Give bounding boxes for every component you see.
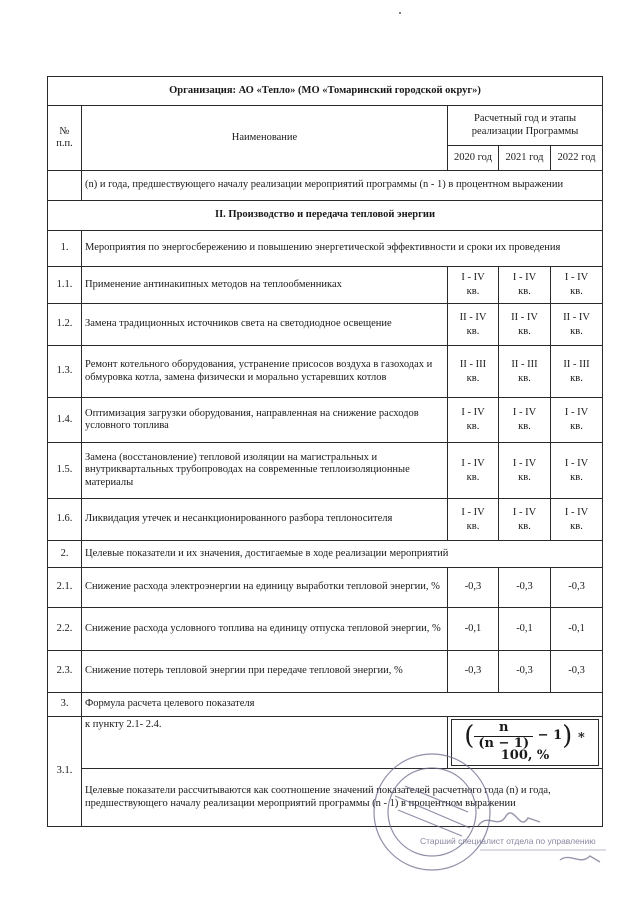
measure-quarter-2022	[551, 443, 603, 499]
indicator-name: Снижение расхода электроэнергии на единицу выработки тепловой энергии, %	[82, 568, 448, 608]
quarter-range: I - IV	[512, 407, 537, 418]
quarter-range: II - III	[511, 358, 538, 370]
col-years-group-header: Расчетный год и этапы реализации Программы	[448, 106, 603, 146]
measure-quarter-2022	[551, 398, 603, 443]
quarter-range: I - IV	[512, 272, 537, 283]
measure-name: Ликвидация утечек и несанкционированного разбора теплоносителя	[82, 499, 448, 541]
measure-name: Ремонт котельного оборудования, устранение присосов воздуха в газоходах и обмуровка котла, замена физически и морально устаревших котлов	[82, 346, 448, 398]
measure-name: Оптимизация загрузки оборудования, направленная на снижение расходов условного топлива	[82, 398, 448, 443]
indicator-num: 2.3.	[48, 651, 82, 693]
group1-title: Мероприятия по энергосбережению и повышению энергетической эффективности и сроки их проведения	[82, 231, 603, 267]
year-header-2021: 2021 год	[499, 146, 551, 171]
measure-quarter-2021	[499, 346, 551, 398]
measure-row	[48, 398, 603, 443]
section-row	[48, 201, 603, 231]
year-header-2022: 2022 год	[551, 146, 603, 171]
formula-row	[48, 717, 603, 769]
quarter-range: I - IV	[564, 272, 589, 283]
quarter-unit: кв.	[518, 471, 531, 483]
quarter-unit: кв.	[570, 520, 583, 532]
quarter-range: II - IV	[563, 311, 590, 323]
quarter-range: I - IV	[461, 506, 485, 518]
formula-description-row	[48, 769, 603, 827]
indicator-num: 2.2.	[48, 608, 82, 651]
indicator-num: 2.1.	[48, 568, 82, 608]
group2-row	[48, 541, 603, 568]
measure-quarter-2021	[499, 443, 551, 499]
measure-num: 1.5.	[48, 443, 82, 499]
header-row-1	[48, 106, 603, 146]
indicator-value-2021: -0,3	[499, 568, 551, 608]
quarter-unit: кв.	[518, 421, 531, 432]
quarter-unit: кв.	[570, 471, 583, 483]
measure-num: 1.6.	[48, 499, 82, 541]
quarter-range: II - III	[563, 358, 590, 370]
group1-row	[48, 231, 603, 267]
measure-num: 1.3.	[48, 346, 82, 398]
formula-denominator: (n − 1)	[474, 736, 533, 751]
measure-row	[48, 267, 603, 304]
group2-title: Целевые показатели и их значения, достигаемые в ходе реализации мероприятий	[82, 541, 603, 568]
formula-tail: ∗ 100, %	[500, 727, 586, 763]
stamp-text: Старший специалист отдела по управлению	[420, 836, 596, 846]
measure-quarter-2022	[551, 346, 603, 398]
measure-quarter-2022	[551, 499, 603, 541]
measure-row	[48, 499, 603, 541]
quarter-unit: кв.	[570, 421, 583, 432]
quarter-unit: кв.	[518, 325, 531, 337]
col-num-header: № п.п.	[48, 106, 82, 171]
measure-quarter-2022	[551, 267, 603, 304]
measure-quarter-2020	[448, 443, 499, 499]
quarter-unit: кв.	[466, 325, 480, 337]
measure-quarter-2021	[499, 267, 551, 304]
indicator-row	[48, 651, 603, 693]
indicator-value-2020: -0,3	[448, 568, 499, 608]
formula-description: Целевые показатели рассчитываются как соотношение значений показателей расчетного года (n) и года, предшествующего началу реализации мероприятий программы (n - 1) в процентном выражении	[82, 769, 603, 827]
quarter-range: I - IV	[461, 272, 485, 283]
formula-paren-open: (	[464, 720, 475, 751]
measure-name: Применение антинакипных методов на теплообменниках	[82, 267, 448, 304]
signature-stroke-2	[560, 856, 600, 862]
formula-fraction	[474, 722, 533, 750]
measure-quarter-2020	[448, 346, 499, 398]
quarter-unit: кв.	[466, 286, 480, 297]
continuation-text: (n) и года, предшествующего началу реализации мероприятий программы (n - 1) в процентном выражении	[82, 171, 603, 201]
indicator-value-2020: -0,3	[448, 651, 499, 693]
measure-num: 1.2.	[48, 304, 82, 346]
formula-minus-one: − 1	[537, 727, 563, 743]
quarter-unit: кв.	[466, 421, 480, 432]
group3-row	[48, 693, 603, 717]
quarter-range: I - IV	[461, 457, 485, 469]
quarter-range: I - IV	[461, 407, 485, 418]
measure-quarter-2020	[448, 267, 499, 304]
section-title: II. Производство и передача тепловой энергии	[48, 201, 603, 231]
indicator-value-2021: -0,1	[499, 608, 551, 651]
quarter-unit: кв.	[518, 286, 531, 297]
group2-num: 2.	[48, 541, 82, 568]
quarter-unit: кв.	[518, 520, 531, 532]
continuation-row	[48, 171, 603, 201]
quarter-range: I - IV	[564, 457, 589, 469]
measure-num: 1.1.	[48, 267, 82, 304]
group3-num: 3.	[48, 693, 82, 717]
indicator-row	[48, 608, 603, 651]
formula-cell	[448, 717, 603, 769]
quarter-range: I - IV	[512, 506, 537, 518]
measure-row	[48, 443, 603, 499]
measure-quarter-2020	[448, 304, 499, 346]
indicator-value-2022: -0,1	[551, 608, 603, 651]
quarter-range: II - IV	[459, 311, 487, 323]
continuation-num	[48, 171, 82, 201]
formula-ref: к пункту 2.1- 2.4.	[82, 717, 448, 769]
quarter-range: I - IV	[564, 407, 589, 418]
group1-num: 1.	[48, 231, 82, 267]
indicator-name: Снижение потерь тепловой энергии при передаче тепловой энергии, %	[82, 651, 448, 693]
quarter-unit: кв.	[570, 286, 583, 297]
measure-name: Замена (восстановление) тепловой изоляции на магистральных и внутриквартальных трубопроводах на современные теплоизоляционные материалы	[82, 443, 448, 499]
formula-box	[451, 719, 599, 766]
quarter-unit: кв.	[518, 372, 531, 384]
measure-quarter-2020	[448, 499, 499, 541]
year-header-2020: 2020 год	[448, 146, 499, 171]
quarter-unit: кв.	[466, 471, 480, 483]
group3-title: Формула расчета целевого показателя	[82, 693, 603, 717]
quarter-unit: кв.	[570, 372, 583, 384]
measure-quarter-2020	[448, 398, 499, 443]
quarter-unit: кв.	[570, 325, 583, 337]
formula-paren-close: )	[562, 720, 573, 751]
org-title: Организация: АО «Тепло» (МО «Томаринский городской округ»)	[48, 77, 603, 106]
col-name-header: Наименование	[82, 106, 448, 171]
speck-mark	[399, 12, 401, 14]
quarter-range: II - IV	[511, 311, 538, 323]
measure-name: Замена традиционных источников света на светодиодное освещение	[82, 304, 448, 346]
measure-quarter-2021	[499, 304, 551, 346]
measure-row	[48, 346, 603, 398]
indicator-value-2020: -0,1	[448, 608, 499, 651]
formula-num: 3.1.	[48, 717, 82, 827]
indicator-row	[48, 568, 603, 608]
quarter-range: II - III	[459, 358, 487, 370]
indicator-value-2022: -0,3	[551, 651, 603, 693]
formula-numerator: n	[499, 720, 509, 735]
quarter-unit: кв.	[466, 520, 480, 532]
measure-quarter-2021	[499, 499, 551, 541]
indicator-value-2022: -0,3	[551, 568, 603, 608]
indicator-name: Снижение расхода условного топлива на единицу отпуска тепловой энергии, %	[82, 608, 448, 651]
measure-quarter-2021	[499, 398, 551, 443]
quarter-range: I - IV	[512, 457, 537, 469]
quarter-unit: кв.	[466, 372, 480, 384]
measure-quarter-2022	[551, 304, 603, 346]
indicator-value-2021: -0,3	[499, 651, 551, 693]
program-table	[47, 76, 603, 827]
quarter-range: I - IV	[564, 506, 589, 518]
measure-row	[48, 304, 603, 346]
org-title-row	[48, 77, 603, 106]
measure-num: 1.4.	[48, 398, 82, 443]
